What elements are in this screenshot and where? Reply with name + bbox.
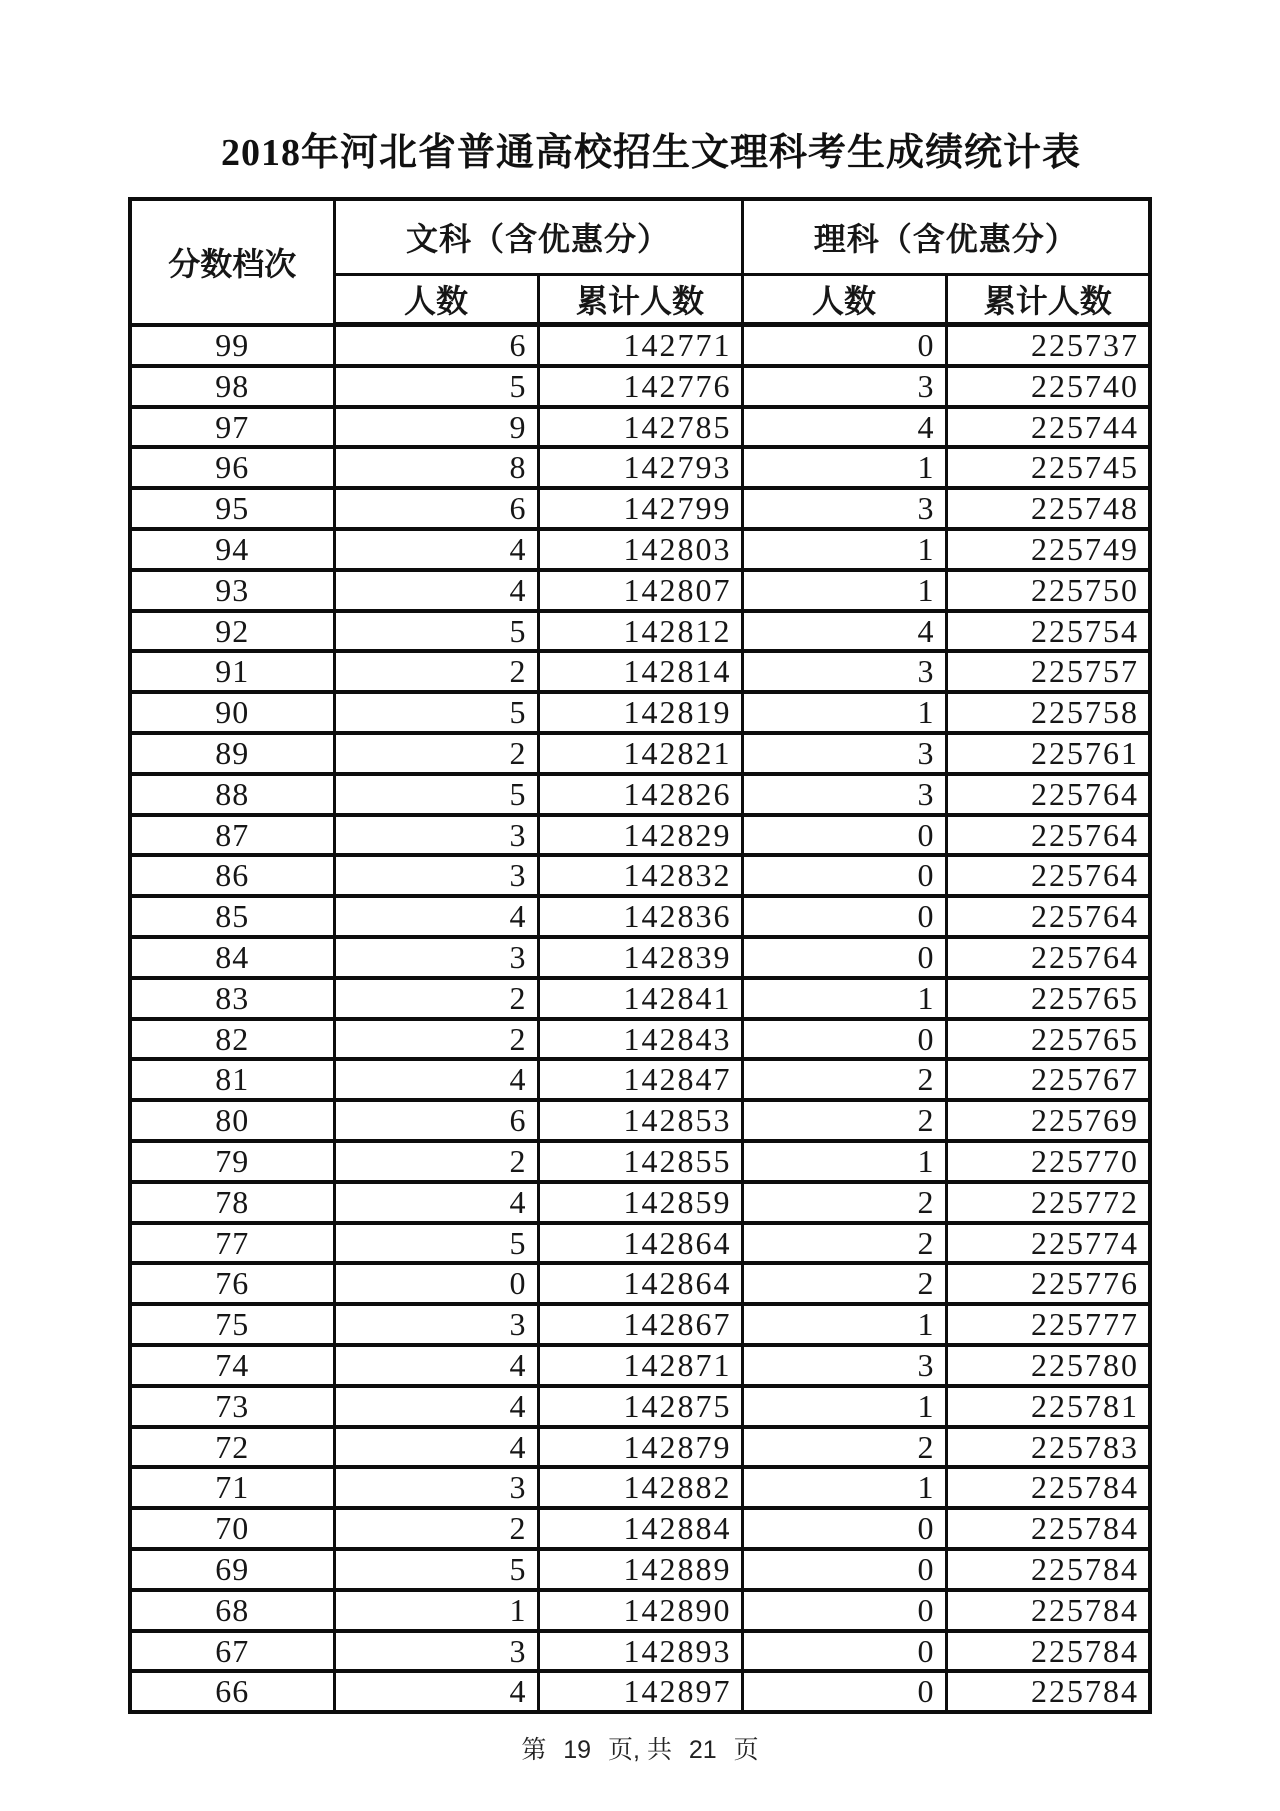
liberal-arts-cumulative-cell: 142893: [538, 1631, 742, 1672]
liberal-arts-count-cell: 2: [334, 978, 538, 1019]
score-band-cell: 83: [130, 978, 334, 1019]
science-cumulative-cell: 225764: [946, 815, 1150, 856]
liberal-arts-count-cell: 4: [334, 1386, 538, 1427]
table-row: [130, 733, 1150, 774]
science-cumulative-cell: 225765: [946, 978, 1150, 1019]
science-count-cell: 0: [742, 325, 946, 366]
liberal-arts-cumulative-cell: 142847: [538, 1059, 742, 1100]
liberal-arts-cumulative-cell: 142812: [538, 611, 742, 652]
science-cumulative-cell: 225772: [946, 1182, 1150, 1223]
science-cumulative-cell: 225757: [946, 651, 1150, 692]
footer-text: 页: [733, 1736, 759, 1764]
page-number: 19: [563, 1736, 592, 1764]
science-cumulative-cell: 225784: [946, 1467, 1150, 1508]
science-cumulative-cell: 225748: [946, 488, 1150, 529]
liberal-arts-cumulative-cell: 142864: [538, 1263, 742, 1304]
table-row: [130, 1590, 1150, 1631]
science-cumulative-cell: 225765: [946, 1019, 1150, 1060]
science-cumulative-cell: 225749: [946, 529, 1150, 570]
liberal-arts-count-cell: 3: [334, 855, 538, 896]
liberal-arts-cumulative-cell: 142897: [538, 1671, 742, 1712]
table-row: [130, 407, 1150, 448]
score-band-cell: 68: [130, 1590, 334, 1631]
score-band-cell: 85: [130, 896, 334, 937]
liberal-arts-cumulative-cell: 142875: [538, 1386, 742, 1427]
science-count-cell: 0: [742, 1631, 946, 1672]
table-row: [130, 1467, 1150, 1508]
score-band-cell: 79: [130, 1141, 334, 1182]
science-cumulative-cell: 225767: [946, 1059, 1150, 1100]
score-table-body: [130, 325, 1150, 1713]
science-count-cell: 4: [742, 407, 946, 448]
table-row: [130, 978, 1150, 1019]
science-count-cell: 3: [742, 733, 946, 774]
liberal-arts-cumulative-cell: 142814: [538, 651, 742, 692]
liberal-arts-count-cell: 3: [334, 1467, 538, 1508]
score-band-cell: 71: [130, 1467, 334, 1508]
liberal-arts-cumulative-cell: 142819: [538, 692, 742, 733]
liberal-arts-cumulative-cell: 142841: [538, 978, 742, 1019]
liberal-arts-count-cell: 9: [334, 407, 538, 448]
table-row: [130, 1019, 1150, 1060]
score-band-cell: 82: [130, 1019, 334, 1060]
table-row: [130, 1263, 1150, 1304]
science-cumulative-cell: 225784: [946, 1549, 1150, 1590]
liberal-arts-count-cell: 4: [334, 1059, 538, 1100]
science-cumulative-cell: 225781: [946, 1386, 1150, 1427]
header-score-band: 分数档次: [130, 199, 334, 325]
science-count-cell: 1: [742, 1386, 946, 1427]
table-row: [130, 1427, 1150, 1468]
liberal-arts-cumulative-cell: 142884: [538, 1508, 742, 1549]
score-band-cell: 99: [130, 325, 334, 366]
score-band-cell: 95: [130, 488, 334, 529]
liberal-arts-count-cell: 6: [334, 488, 538, 529]
score-band-cell: 89: [130, 733, 334, 774]
table-row: [130, 896, 1150, 937]
science-count-cell: 1: [742, 1304, 946, 1345]
science-cumulative-cell: 225777: [946, 1304, 1150, 1345]
table-row: [130, 815, 1150, 856]
score-band-cell: 91: [130, 651, 334, 692]
liberal-arts-cumulative-cell: 142843: [538, 1019, 742, 1060]
liberal-arts-count-cell: 4: [334, 1182, 538, 1223]
score-statistics-table: [128, 197, 1152, 1714]
score-band-cell: 69: [130, 1549, 334, 1590]
table-row: [130, 325, 1150, 366]
science-count-cell: 0: [742, 855, 946, 896]
score-band-cell: 67: [130, 1631, 334, 1672]
score-band-cell: 87: [130, 815, 334, 856]
table-row: [130, 1508, 1150, 1549]
science-count-cell: 2: [742, 1427, 946, 1468]
header-liberal-arts-count: 人数: [334, 275, 538, 325]
table-row: [130, 1182, 1150, 1223]
science-cumulative-cell: 225764: [946, 896, 1150, 937]
footer-text: 第: [521, 1736, 547, 1764]
liberal-arts-count-cell: 5: [334, 692, 538, 733]
table-row: [130, 611, 1150, 652]
science-count-cell: 2: [742, 1100, 946, 1141]
table-row: [130, 1671, 1150, 1712]
science-count-cell: 0: [742, 1019, 946, 1060]
liberal-arts-count-cell: 6: [334, 325, 538, 366]
page-footer: [0, 1730, 1280, 1766]
liberal-arts-count-cell: 2: [334, 733, 538, 774]
liberal-arts-count-cell: 0: [334, 1263, 538, 1304]
science-count-cell: 0: [742, 1671, 946, 1712]
science-cumulative-cell: 225770: [946, 1141, 1150, 1182]
header-liberal-arts-group: 文科（含优惠分）: [334, 199, 742, 275]
table-row: [130, 488, 1150, 529]
science-cumulative-cell: 225758: [946, 692, 1150, 733]
science-count-cell: 3: [742, 1345, 946, 1386]
liberal-arts-count-cell: 4: [334, 570, 538, 611]
liberal-arts-cumulative-cell: 142890: [538, 1590, 742, 1631]
science-count-cell: 1: [742, 570, 946, 611]
liberal-arts-cumulative-cell: 142832: [538, 855, 742, 896]
table-row: [130, 651, 1150, 692]
science-count-cell: 3: [742, 366, 946, 407]
table-row: [130, 937, 1150, 978]
liberal-arts-cumulative-cell: 142867: [538, 1304, 742, 1345]
science-count-cell: 0: [742, 896, 946, 937]
science-cumulative-cell: 225784: [946, 1631, 1150, 1672]
liberal-arts-count-cell: 2: [334, 1508, 538, 1549]
liberal-arts-cumulative-cell: 142771: [538, 325, 742, 366]
liberal-arts-count-cell: 3: [334, 937, 538, 978]
science-count-cell: 1: [742, 529, 946, 570]
table-row: [130, 1549, 1150, 1590]
science-cumulative-cell: 225769: [946, 1100, 1150, 1141]
score-band-cell: 84: [130, 937, 334, 978]
table-row: [130, 366, 1150, 407]
score-band-cell: 81: [130, 1059, 334, 1100]
liberal-arts-count-cell: 5: [334, 611, 538, 652]
science-cumulative-cell: 225761: [946, 733, 1150, 774]
science-cumulative-cell: 225745: [946, 447, 1150, 488]
liberal-arts-cumulative-cell: 142785: [538, 407, 742, 448]
table-row: [130, 1304, 1150, 1345]
liberal-arts-cumulative-cell: 142855: [538, 1141, 742, 1182]
liberal-arts-count-cell: 5: [334, 366, 538, 407]
table-row: [130, 1223, 1150, 1264]
table-row: [130, 1100, 1150, 1141]
header-science-cumulative: 累计人数: [946, 275, 1150, 325]
liberal-arts-count-cell: 8: [334, 447, 538, 488]
science-cumulative-cell: 225776: [946, 1263, 1150, 1304]
liberal-arts-cumulative-cell: 142799: [538, 488, 742, 529]
liberal-arts-cumulative-cell: 142889: [538, 1549, 742, 1590]
science-cumulative-cell: 225774: [946, 1223, 1150, 1264]
science-count-cell: 3: [742, 774, 946, 815]
liberal-arts-count-cell: 1: [334, 1590, 538, 1631]
liberal-arts-cumulative-cell: 142882: [538, 1467, 742, 1508]
science-cumulative-cell: 225737: [946, 325, 1150, 366]
score-band-cell: 75: [130, 1304, 334, 1345]
liberal-arts-cumulative-cell: 142836: [538, 896, 742, 937]
liberal-arts-cumulative-cell: 142864: [538, 1223, 742, 1264]
header-liberal-arts-cumulative: 累计人数: [538, 275, 742, 325]
science-count-cell: 3: [742, 651, 946, 692]
liberal-arts-cumulative-cell: 142853: [538, 1100, 742, 1141]
liberal-arts-cumulative-cell: 142859: [538, 1182, 742, 1223]
score-band-cell: 86: [130, 855, 334, 896]
table-row: [130, 529, 1150, 570]
science-count-cell: 3: [742, 488, 946, 529]
science-cumulative-cell: 225754: [946, 611, 1150, 652]
table-row: [130, 570, 1150, 611]
score-band-cell: 77: [130, 1223, 334, 1264]
score-band-cell: 96: [130, 447, 334, 488]
liberal-arts-count-cell: 5: [334, 774, 538, 815]
liberal-arts-cumulative-cell: 142871: [538, 1345, 742, 1386]
table-row: [130, 774, 1150, 815]
table-row: [130, 1631, 1150, 1672]
score-band-cell: 94: [130, 529, 334, 570]
score-band-cell: 97: [130, 407, 334, 448]
liberal-arts-count-cell: 5: [334, 1223, 538, 1264]
liberal-arts-count-cell: 2: [334, 1141, 538, 1182]
score-band-cell: 78: [130, 1182, 334, 1223]
liberal-arts-cumulative-cell: 142821: [538, 733, 742, 774]
score-band-cell: 74: [130, 1345, 334, 1386]
science-count-cell: 2: [742, 1223, 946, 1264]
science-count-cell: 1: [742, 692, 946, 733]
science-count-cell: 0: [742, 815, 946, 856]
score-band-cell: 76: [130, 1263, 334, 1304]
score-band-cell: 66: [130, 1671, 334, 1712]
liberal-arts-count-cell: 3: [334, 815, 538, 856]
science-cumulative-cell: 225744: [946, 407, 1150, 448]
score-band-cell: 92: [130, 611, 334, 652]
science-cumulative-cell: 225780: [946, 1345, 1150, 1386]
science-count-cell: 0: [742, 1549, 946, 1590]
science-cumulative-cell: 225784: [946, 1590, 1150, 1631]
score-band-cell: 70: [130, 1508, 334, 1549]
science-count-cell: 4: [742, 611, 946, 652]
score-band-cell: 73: [130, 1386, 334, 1427]
science-cumulative-cell: 225784: [946, 1671, 1150, 1712]
table-header: [130, 199, 1150, 325]
liberal-arts-cumulative-cell: 142826: [538, 774, 742, 815]
total-pages: 21: [688, 1736, 717, 1764]
liberal-arts-count-cell: 6: [334, 1100, 538, 1141]
liberal-arts-count-cell: 2: [334, 651, 538, 692]
liberal-arts-count-cell: 3: [334, 1631, 538, 1672]
table-row: [130, 855, 1150, 896]
table-row: [130, 1141, 1150, 1182]
science-count-cell: 0: [742, 1590, 946, 1631]
liberal-arts-cumulative-cell: 142829: [538, 815, 742, 856]
table-row: [130, 1386, 1150, 1427]
score-band-cell: 72: [130, 1427, 334, 1468]
liberal-arts-cumulative-cell: 142803: [538, 529, 742, 570]
header-science-count: 人数: [742, 275, 946, 325]
liberal-arts-count-cell: 4: [334, 896, 538, 937]
table-row: [130, 1345, 1150, 1386]
score-band-cell: 90: [130, 692, 334, 733]
liberal-arts-cumulative-cell: 142793: [538, 447, 742, 488]
science-cumulative-cell: 225783: [946, 1427, 1150, 1468]
science-count-cell: 1: [742, 447, 946, 488]
science-count-cell: 2: [742, 1059, 946, 1100]
science-count-cell: 2: [742, 1182, 946, 1223]
science-cumulative-cell: 225740: [946, 366, 1150, 407]
liberal-arts-count-cell: 4: [334, 1671, 538, 1712]
liberal-arts-count-cell: 4: [334, 1427, 538, 1468]
table-row: [130, 1059, 1150, 1100]
science-count-cell: 0: [742, 1508, 946, 1549]
liberal-arts-count-cell: 3: [334, 1304, 538, 1345]
header-science-group: 理科（含优惠分）: [742, 199, 1150, 275]
science-cumulative-cell: 225750: [946, 570, 1150, 611]
liberal-arts-cumulative-cell: 142776: [538, 366, 742, 407]
liberal-arts-count-cell: 2: [334, 1019, 538, 1060]
science-count-cell: 0: [742, 937, 946, 978]
liberal-arts-cumulative-cell: 142879: [538, 1427, 742, 1468]
liberal-arts-count-cell: 4: [334, 529, 538, 570]
liberal-arts-cumulative-cell: 142807: [538, 570, 742, 611]
table-row: [130, 692, 1150, 733]
liberal-arts-cumulative-cell: 142839: [538, 937, 742, 978]
liberal-arts-count-cell: 5: [334, 1549, 538, 1590]
science-cumulative-cell: 225764: [946, 855, 1150, 896]
score-band-cell: 93: [130, 570, 334, 611]
science-count-cell: 2: [742, 1263, 946, 1304]
score-band-cell: 80: [130, 1100, 334, 1141]
footer-text: 页, 共: [608, 1736, 672, 1764]
science-cumulative-cell: 225764: [946, 937, 1150, 978]
page-title: 2018年河北省普通高校招生文理科考生成绩统计表: [220, 132, 1081, 174]
table-row: [130, 447, 1150, 488]
science-cumulative-cell: 225764: [946, 774, 1150, 815]
science-count-cell: 1: [742, 1141, 946, 1182]
score-band-cell: 98: [130, 366, 334, 407]
liberal-arts-count-cell: 4: [334, 1345, 538, 1386]
score-band-cell: 88: [130, 774, 334, 815]
science-count-cell: 1: [742, 1467, 946, 1508]
science-count-cell: 1: [742, 978, 946, 1019]
science-cumulative-cell: 225784: [946, 1508, 1150, 1549]
